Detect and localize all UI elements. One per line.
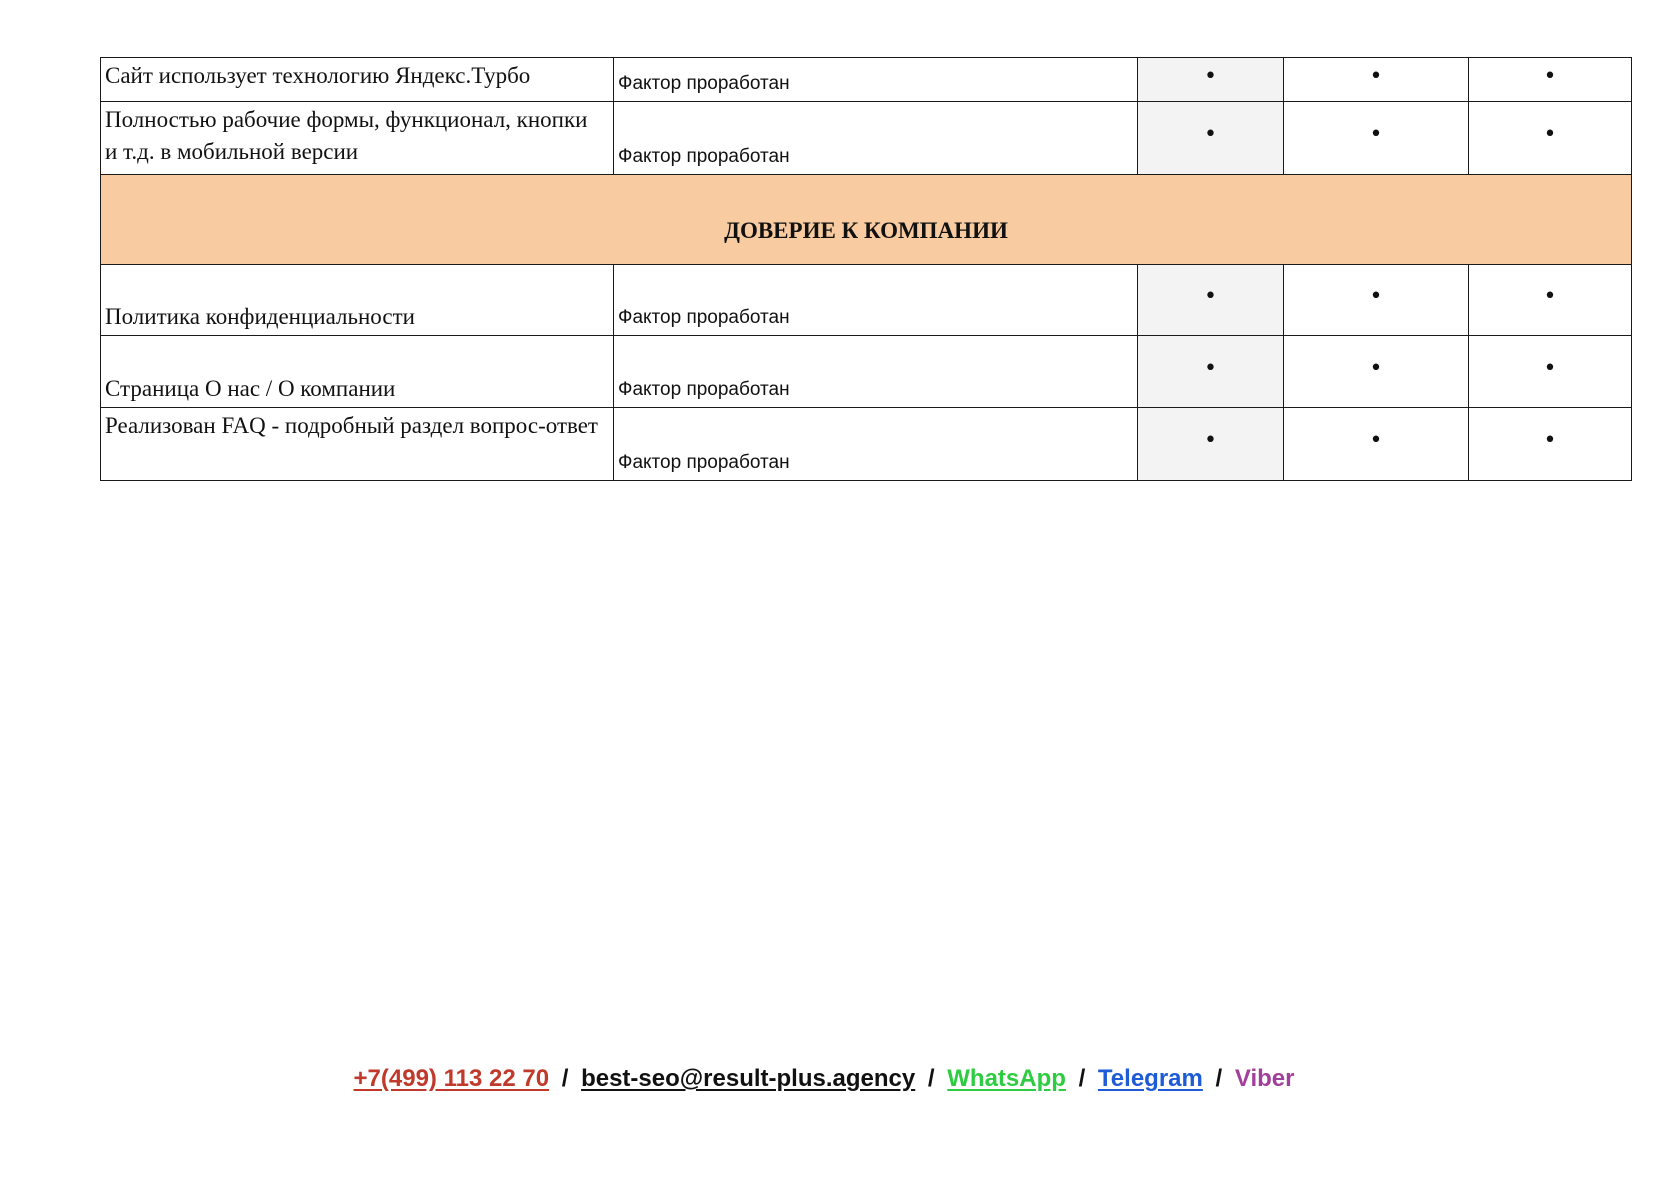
telegram-link[interactable]: Telegram <box>1097 1065 1203 1092</box>
mark-cell <box>1138 58 1284 102</box>
table-row <box>101 265 1632 336</box>
bullet-mark: • <box>1204 122 1217 147</box>
bullet-mark: • <box>1204 284 1217 309</box>
bullet-mark: • <box>1543 428 1557 453</box>
factor-name: Страница О нас / О компании <box>101 336 614 408</box>
mark-cell <box>1138 336 1284 408</box>
separator: / <box>561 1065 569 1092</box>
table-row <box>101 336 1632 408</box>
bullet-mark: • <box>1543 355 1557 381</box>
factor-status: Фактор проработан <box>614 102 1138 175</box>
mark-cell <box>1284 408 1469 481</box>
factor-status: Фактор проработан <box>614 408 1138 481</box>
factor-name: Реализован FAQ - подробный раздел вопрос-ответ <box>101 408 614 481</box>
bullet-mark: • <box>1543 284 1557 309</box>
whatsapp-link[interactable]: WhatsApp <box>947 1065 1066 1092</box>
table-row <box>101 102 1632 175</box>
bullet-mark: • <box>1543 122 1557 147</box>
section-header-row <box>101 175 1632 265</box>
table-row <box>101 408 1632 481</box>
table-row <box>101 58 1632 102</box>
viber-text: Viber <box>1234 1065 1295 1092</box>
mark-cell <box>1284 102 1469 175</box>
mark-cell <box>1138 408 1284 481</box>
section-title: ДОВЕРИЕ К КОМПАНИИ <box>101 175 1632 265</box>
phone-link[interactable]: +7(499) 113 22 70 <box>353 1065 550 1092</box>
factor-status: Фактор проработан <box>614 265 1138 336</box>
mark-cell <box>1469 58 1632 102</box>
mark-cell <box>1138 102 1284 175</box>
factors-table <box>100 57 1632 481</box>
bullet-mark: • <box>1204 355 1217 381</box>
separator: / <box>1078 1065 1086 1092</box>
contact-footer <box>0 1065 1648 1093</box>
factor-name: Полностью рабочие формы, функционал, кнопки и т.д. в мобильной версии <box>101 102 614 175</box>
factor-name: Политика конфиденциальности <box>101 265 614 336</box>
mark-cell <box>1138 265 1284 336</box>
mark-cell <box>1469 102 1632 175</box>
bullet-mark: • <box>1369 355 1383 381</box>
bullet-mark: • <box>1369 63 1383 89</box>
separator: / <box>927 1065 935 1092</box>
mark-cell <box>1469 408 1632 481</box>
mark-cell <box>1284 336 1469 408</box>
separator: / <box>1215 1065 1223 1092</box>
factor-status: Фактор проработан <box>614 336 1138 408</box>
factor-name: Сайт использует технологию Яндекс.Турбо <box>101 58 614 102</box>
email-link[interactable]: best-seo@result-plus.agency <box>581 1065 916 1092</box>
mark-cell <box>1284 265 1469 336</box>
factor-status: Фактор проработан <box>614 58 1138 102</box>
bullet-mark: • <box>1543 63 1557 89</box>
mark-cell <box>1469 336 1632 408</box>
bullet-mark: • <box>1204 63 1217 89</box>
bullet-mark: • <box>1369 428 1383 453</box>
bullet-mark: • <box>1369 284 1383 309</box>
mark-cell <box>1284 58 1469 102</box>
bullet-mark: • <box>1204 428 1217 453</box>
bullet-mark: • <box>1369 122 1383 147</box>
mark-cell <box>1469 265 1632 336</box>
